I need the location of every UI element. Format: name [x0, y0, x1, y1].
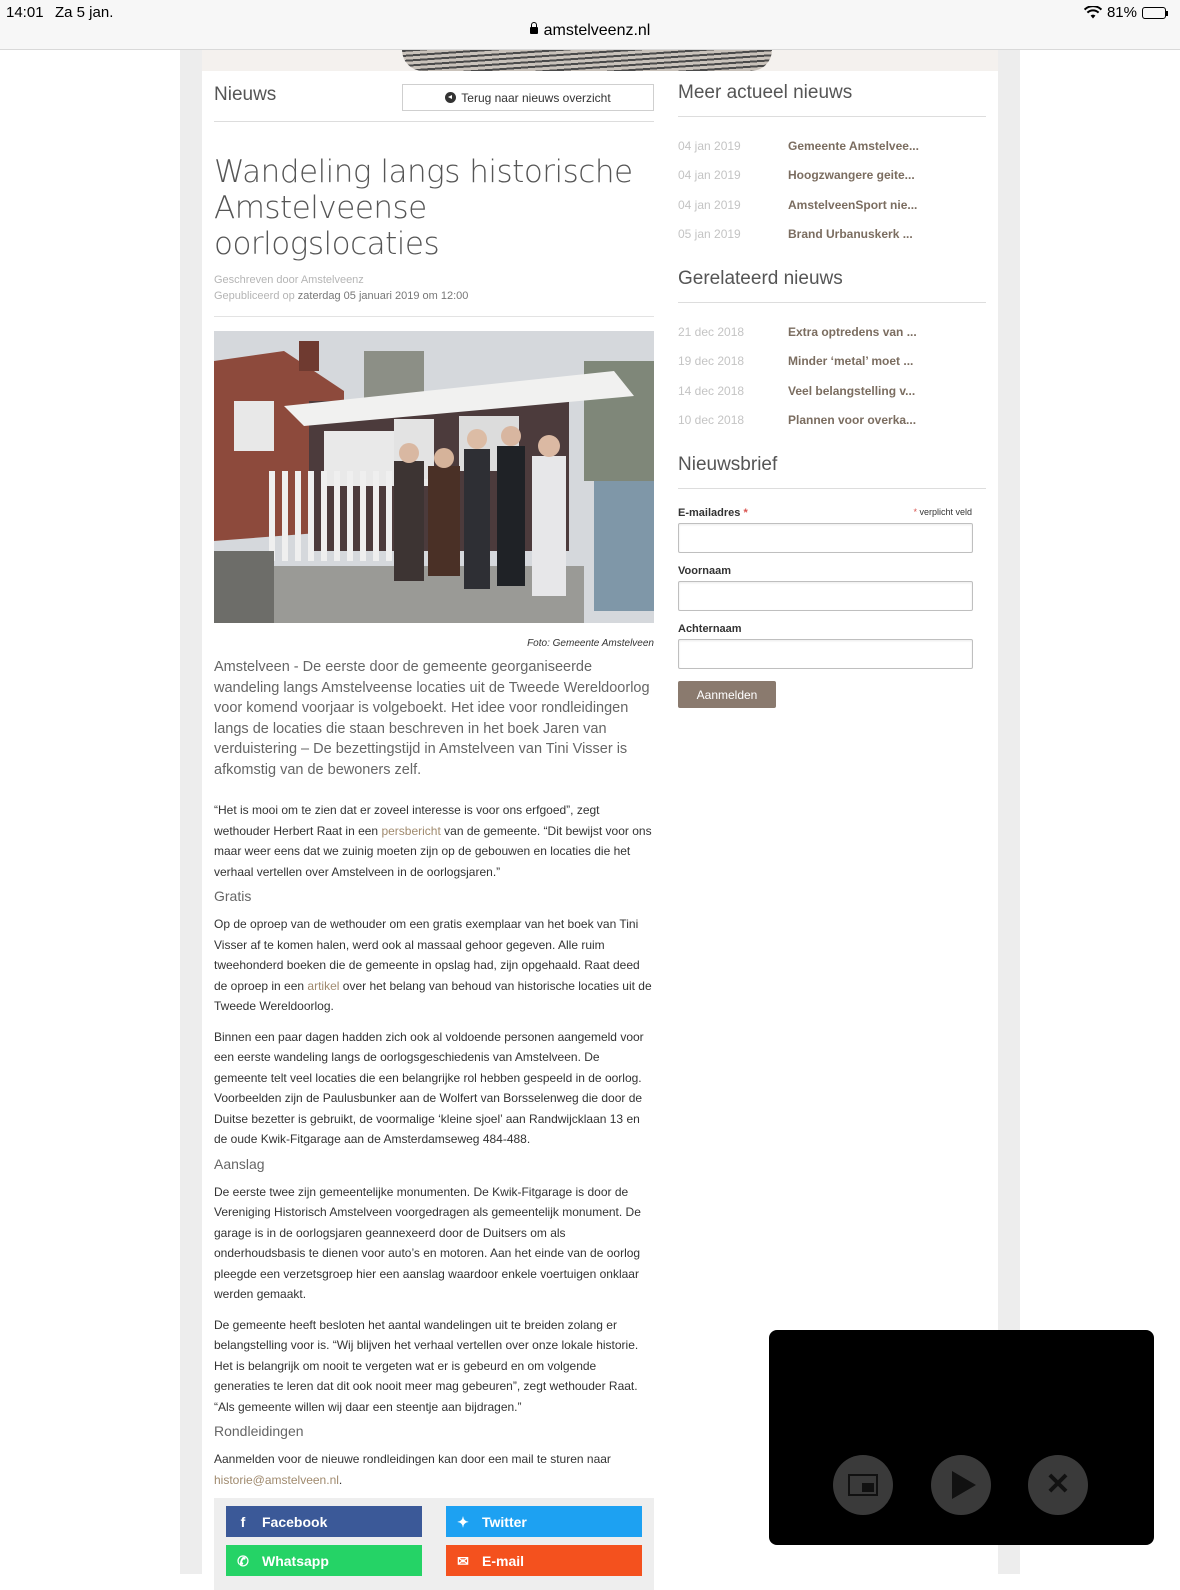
published-line: Gepubliceerd op zaterdag 05 januari 2019 om 12:00: [214, 290, 469, 302]
press-release-link[interactable]: persbericht: [381, 823, 441, 838]
subheading-gratis: Gratis: [214, 888, 252, 904]
play-icon: [952, 1471, 976, 1499]
section-title: Nieuws: [214, 84, 277, 105]
url-text: amstelveenz.nl: [543, 22, 651, 39]
subscribe-button[interactable]: Aanmelden: [678, 681, 776, 708]
whatsapp-icon: ✆: [237, 1553, 249, 1569]
wifi-icon: [1084, 6, 1102, 19]
email-field[interactable]: [678, 523, 973, 553]
more-news-title: Meer actueel nieuws: [678, 82, 986, 117]
battery-icon: [1142, 7, 1166, 19]
article-header: [214, 82, 654, 122]
close-icon: ✕: [1045, 1468, 1071, 1501]
share-bar: [214, 1498, 654, 1590]
photo-illustration: [214, 331, 654, 623]
article-intro: Amstelveen - De eerste door de gemeente georganiseerde wandeling langs Amstelveense locaties uit de Tweede Wereldoorlog voor komend voorjaar is volgeboekt. Het idee voor rondleidingen langs de locaties die staan beschreven in het boek Jaren van verduistering – De bezettingstijd in Amstelveen van Tini Visser is afkomstig van de bewoners zelf.: [214, 659, 650, 778]
share-whatsapp-button[interactable]: ✆ Whatsapp: [226, 1545, 422, 1576]
news-item[interactable]: 04 jan 2019 AmstelveenSport nie...: [678, 197, 918, 212]
subheading-aanslag: Aanslag: [214, 1155, 265, 1172]
lastname-field[interactable]: [678, 639, 973, 669]
status-indicators: [1084, 4, 1166, 21]
facebook-icon: f: [240, 1514, 246, 1530]
address-bar[interactable]: [0, 22, 1180, 40]
pip-restore-button[interactable]: [833, 1455, 893, 1515]
article-paragraph: Aanmelden voor de nieuwe rondleidingen kan door een mail te sturen naar historie@amstelveen.nl.: [214, 1452, 611, 1487]
battery-percent: 81%: [1106, 4, 1137, 21]
article-link[interactable]: artikel: [307, 978, 340, 993]
news-item[interactable]: 04 jan 2019 Gemeente Amstelvee...: [678, 138, 919, 153]
news-item[interactable]: 04 jan 2019 Hoogzwangere geite...: [678, 168, 915, 183]
restore-icon: [848, 1474, 878, 1496]
firstname-label: Voornaam: [678, 565, 731, 577]
photo-caption: Foto: Gemeente Amstelveen: [527, 638, 654, 649]
back-to-overview-button[interactable]: [402, 84, 654, 111]
share-twitter-button[interactable]: ✦ Twitter: [446, 1506, 642, 1537]
pip-video-player[interactable]: [769, 1330, 1154, 1545]
article-photo: [214, 331, 654, 623]
article-paragraph: “Het is mooi om te zien dat er zoveel interesse is voor ons erfgoed”, zegt wethouder Herbert Raat in een persbericht van de gemeente. “Dit bewijst voor ons maar weer eens dat we zuinig moeten zijn op de gebouwen en locaties die het verhaal vertellen over Amstelveen in de oorlogsjaren.”: [214, 803, 652, 879]
newsletter-form: [678, 507, 986, 708]
article-paragraph: Binnen een paar dagen hadden zich ook al voldoende personen aangemeld voor een eerste wandeling langs de oorlogsgeschiedenis van Amstelveen. De gemeente telt veel locaties die een belangrijke rol hebben gespeeld in de oorlog. Voorbeelden zijn de Paulusbunker aan de Wolfert van Borsselenweg die door de Duitse bezetter is gebruikt, de voormalige ‘kleine sjoel’ aan Randwijcklaan 13 en de oude Kwik-Fitgarage aan de Amsterdamseweg 484-488.: [214, 1029, 644, 1146]
lastname-label: Achternaam: [678, 623, 742, 635]
news-item[interactable]: 05 jan 2019 Brand Urbanuskerk ...: [678, 227, 913, 242]
author-line: Geschreven door Amstelveenz: [214, 274, 364, 286]
article-paragraph: De gemeente heeft besloten het aantal wandelingen uit te breiden zolang er belangstelling voor is. “Wij blijven het verhaal vertellen over onze lokale historie. Het is belangrijk om nooit te vergeten wat er is gebeurd en om volgende generaties te leren dat dit ook nooit meer mag gebeuren”, zegt wethouder Raat. “Als gemeente willen wij daar een steentje aan bijdragen.”: [214, 1317, 639, 1414]
related-news-title: Gerelateerd nieuws: [678, 268, 986, 303]
status-date: Za 5 jan.: [55, 4, 114, 21]
twitter-icon: ✦: [457, 1514, 469, 1530]
email-link[interactable]: historie@amstelveen.nl: [214, 1472, 339, 1487]
article-meta: [214, 272, 654, 317]
more-news-list: [678, 131, 986, 249]
email-label: E-mailadres *: [678, 507, 748, 519]
subheading-rondleidingen: Rondleidingen: [214, 1423, 304, 1439]
header-banner: [202, 50, 998, 71]
status-bar: [0, 0, 1180, 50]
lock-icon: [530, 27, 538, 34]
article-column: [214, 82, 654, 1590]
share-email-button[interactable]: ✉ E-mail: [446, 1545, 642, 1576]
article-paragraph: Op de oproep van de wethouder om een gratis exemplaar van het boek van Tini Visser af te komen halen, werd ook al massaal gehoor gegeven. Alle ruim tweehonderd boeken die de gemeente in opslag had, zijn opgehaald. Raat deed de oproep in een artikel over het belang van behoud van historische locaties uit de Tweede Wereldoorlog.: [214, 917, 652, 1013]
related-item[interactable]: 21 dec 2018 Extra optredens van ...: [678, 324, 917, 339]
back-button-label: Terug naar nieuws overzicht: [461, 90, 611, 105]
firstname-field[interactable]: [678, 581, 973, 611]
required-note: * verplicht veld: [913, 507, 972, 517]
newsletter-title: Nieuwsbrief: [678, 454, 986, 489]
article-paragraph: De eerste twee zijn gemeentelijke monumenten. De Kwik-Fitgarage is door de Vereniging Historisch Amstelveen voorgedragen als gemeentelijk monument. De garage is in de oorlogsjaren geannexeerd door de Duitsers om als onderhoudsbasis te dienen voor auto’s en motoren. Aan het einde van de oorlog pleegde een verzetsgroep hier een aanslag waardoor enkele voertuigen onklaar werden gemaakt.: [214, 1184, 641, 1301]
related-news-list: [678, 317, 986, 435]
article-headline: Wandeling langs historische Amstelveense oorlogslocaties: [214, 154, 633, 262]
published-date: zaterdag 05 januari 2019 om 12:00: [297, 290, 469, 302]
status-time: 14:01: [6, 4, 44, 21]
related-item[interactable]: 10 dec 2018 Plannen voor overka...: [678, 413, 917, 428]
pip-play-button[interactable]: [931, 1455, 991, 1515]
page-gutter-left: [180, 50, 202, 1574]
pip-close-button[interactable]: [1028, 1455, 1088, 1515]
share-facebook-button[interactable]: f Facebook: [226, 1506, 422, 1537]
arrow-left-circle-icon: [445, 92, 456, 103]
related-item[interactable]: 19 dec 2018 Minder ‘metal’ moet ...: [678, 354, 914, 369]
envelope-icon: ✉: [457, 1553, 469, 1569]
sidebar: [678, 82, 986, 708]
related-item[interactable]: 14 dec 2018 Veel belangstelling v...: [678, 383, 916, 398]
